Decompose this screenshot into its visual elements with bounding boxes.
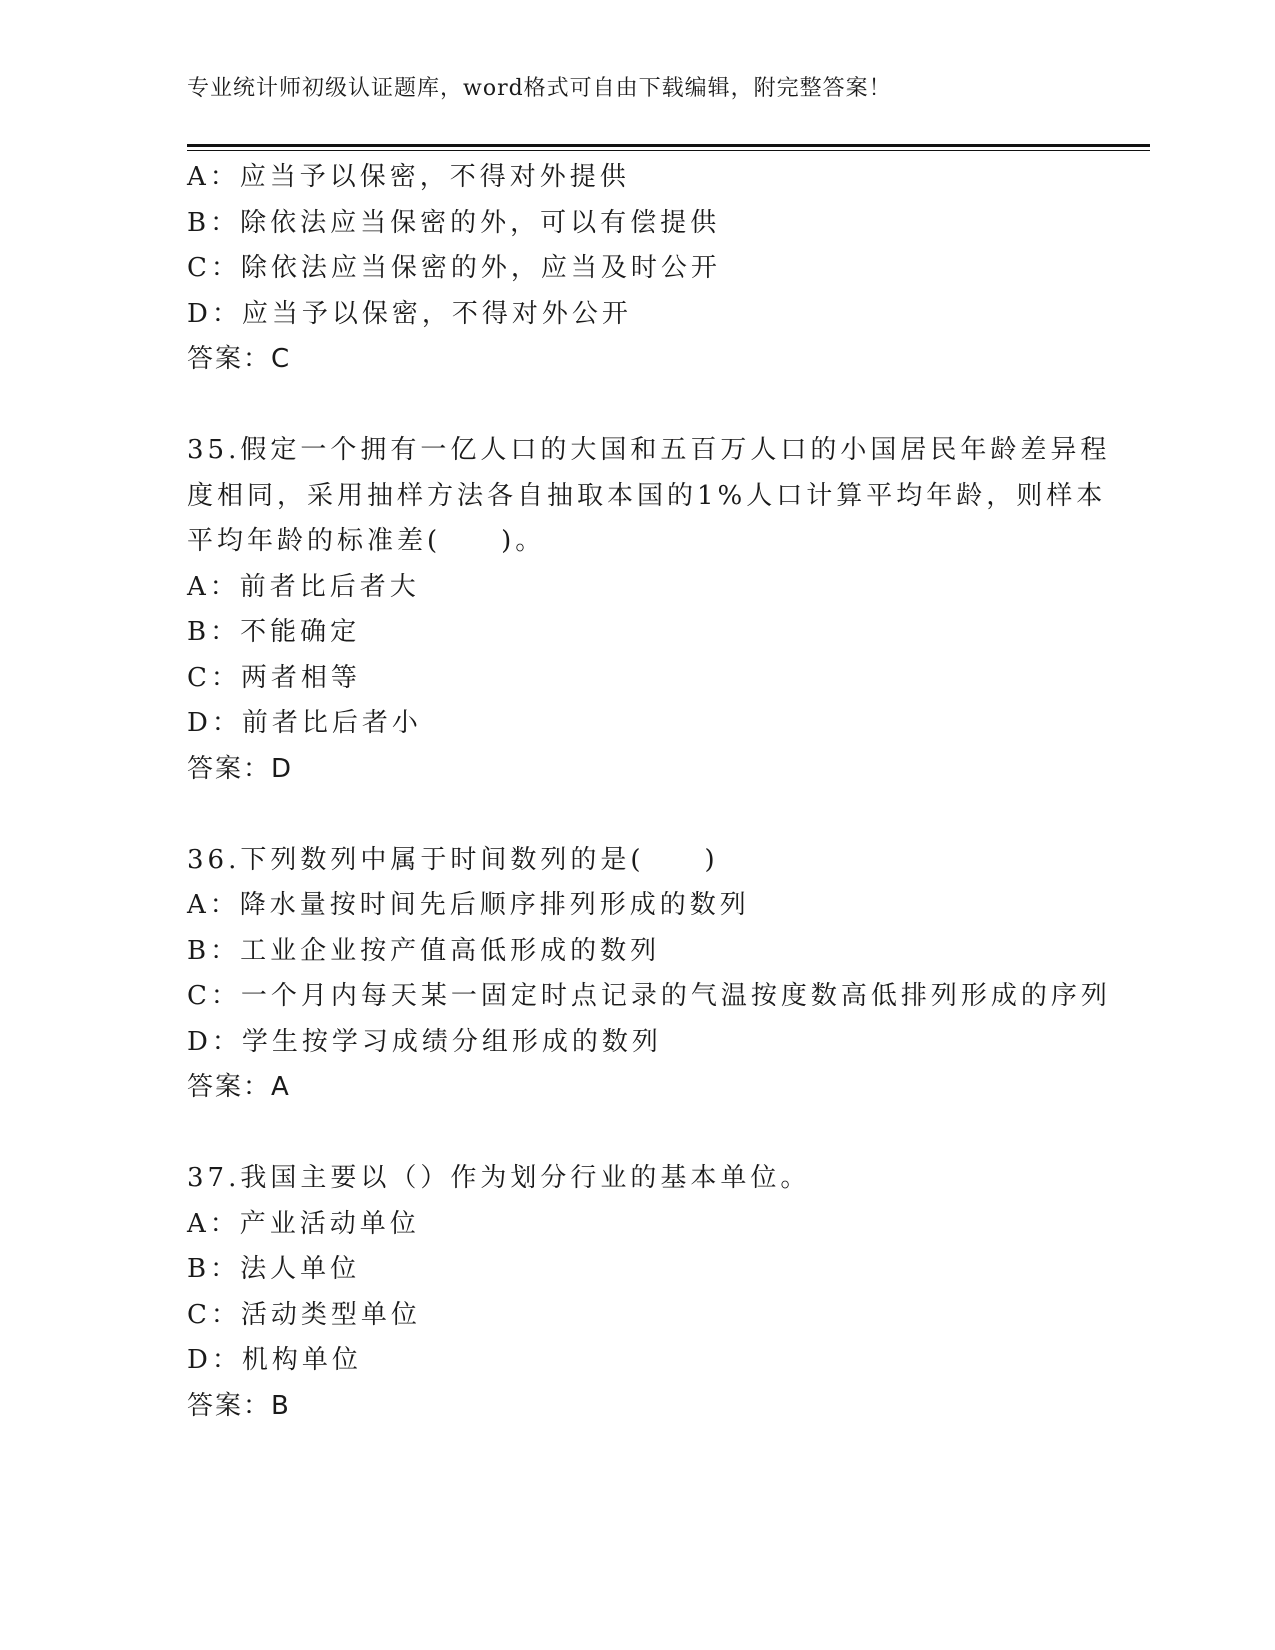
question-block — [187, 155, 1087, 383]
option-c: C：活动类型单位 — [187, 1299, 421, 1330]
question-text-line: 平均年龄的标准差( )。 — [187, 526, 546, 556]
option-c: C：除依法应当保密的外，应当及时公开 — [187, 253, 721, 283]
spacer — [187, 792, 1087, 838]
option-d: D：机构单位 — [187, 1345, 362, 1375]
question-block — [187, 1156, 1087, 1429]
option-c: C：两者相等 — [187, 662, 361, 693]
page-header: 专业统计师初级认证题库，word格式可自由下载编辑，附完整答案！ — [187, 76, 892, 101]
option-c: C：一个月内每天某一固定时点记录的气温按度数高低排列形成的序列 — [187, 981, 1111, 1011]
question-text-line: 35.假定一个拥有一亿人口的大国和五百万人口的小国居民年龄差异程 — [187, 435, 1111, 465]
option-a: A：产业活动单位 — [187, 1208, 420, 1239]
option-a: A：降水量按时间先后顺序排列形成的数列 — [187, 890, 750, 920]
answer: 答案：D — [187, 753, 294, 784]
question-list — [187, 155, 1111, 1429]
question-block — [187, 428, 1111, 792]
spacer — [187, 383, 1087, 429]
answer: 答案：A — [187, 1072, 291, 1102]
option-b: B：工业企业按产值高低形成的数列 — [187, 935, 661, 966]
question-text-line: 37.我国主要以（）作为划分行业的基本单位。 — [187, 1163, 811, 1193]
answer: 答案：B — [187, 1390, 291, 1421]
option-a: A：应当予以保密，不得对外提供 — [187, 162, 630, 192]
option-a: A：前者比后者大 — [187, 571, 420, 602]
answer: 答案：C — [187, 344, 292, 374]
option-b: B：不能确定 — [187, 617, 361, 647]
option-b: B：法人单位 — [187, 1254, 361, 1284]
option-d: D：学生按学习成绩分组形成的数列 — [187, 1026, 662, 1057]
spacer — [187, 1111, 1087, 1157]
question-block — [187, 838, 1111, 1111]
header-rule-thin — [187, 150, 1150, 151]
option-d: D：前者比后者小 — [187, 708, 422, 738]
option-d: D：应当予以保密，不得对外公开 — [187, 298, 632, 329]
question-text-line: 36.下列数列中属于时间数列的是( ) — [187, 844, 719, 875]
header-rule-thick — [187, 144, 1150, 147]
question-text-line: 度相同，采用抽样方法各自抽取本国的1%人口计算平均年龄，则样本 — [187, 480, 1107, 511]
option-b: B：除依法应当保密的外，可以有偿提供 — [187, 207, 721, 238]
